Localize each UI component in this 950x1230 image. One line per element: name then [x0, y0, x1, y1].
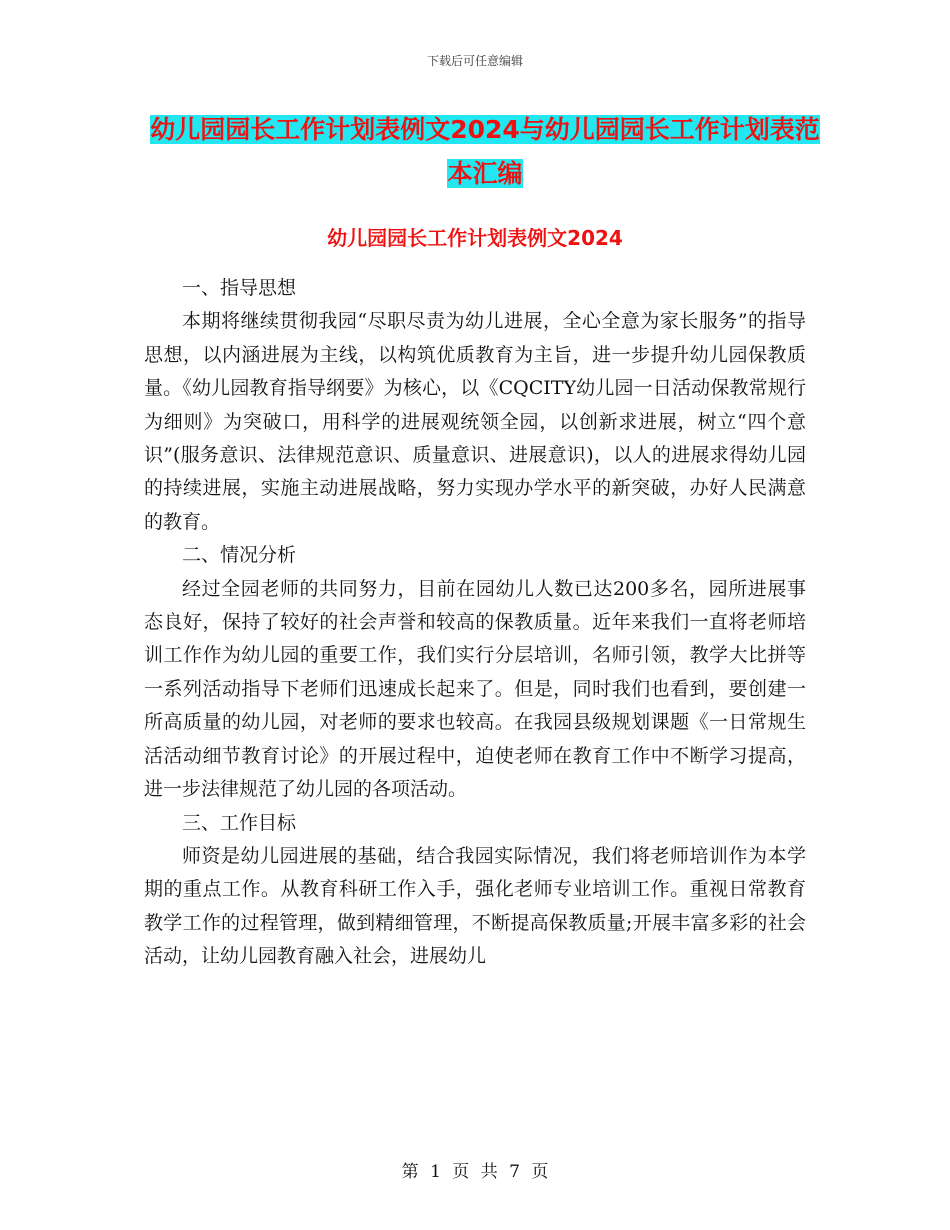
paragraph-work-goals: 师资是幼儿园进展的基础，结合我园实际情况，我们将老师培训作为本学期的重点工作。从教育科研工作入手，强化老师专业培训工作。重视日常教育教学工作的过程管理，做到精细管理，不断提高保教质量;开展丰富多彩的社会活动，让幼儿园教育融入社会，进展幼儿	[144, 844, 806, 968]
document-title-text: 幼儿园园长工作计划表例文2024与幼儿园园长工作计划表范本汇编	[150, 115, 820, 188]
section-heading-guiding-ideology: 一、指导思想	[182, 277, 297, 299]
section-title: 幼儿园园长工作计划表例文2024	[327, 226, 623, 250]
document-body	[144, 272, 806, 974]
paragraph-situation-analysis: 经过全园老师的共同努力，目前在园幼儿人数已达200多名，园所进展事态良好，保持了较好的社会声誉和较高的保教质量。近年来我们一直将老师培训工作作为幼儿园的重要工作，我们实行分层培训，名师引领，教学大比拼等一系列活动指导下老师们迅速成长起来了。但是，同时我们也看到，要创建一所高质量的幼儿园，对老师的要求也较高。在我园县级规划课题《一日常规生活活动细节教育讨论》的开展过程中，迫使老师在教育工作中不断学习提高，进一步法律规范了幼儿园的各项活动。	[144, 577, 806, 801]
section-heading-work-goals: 三、工作目标	[182, 811, 297, 834]
document-title	[140, 108, 830, 196]
page-footer: 第 1 页 共 7 页	[401, 1162, 549, 1182]
section-heading-situation-analysis: 二、情况分析	[182, 544, 297, 567]
header-note: 下载后可任意编辑	[426, 54, 523, 68]
paragraph-guiding-ideology: 本期将继续贯彻我园“尽职尽责为幼儿进展，全心全意为家长服务”的指导思想，以内涵进展为主线，以构筑优质教育为主旨，进一步提升幼儿园保教质量。《幼儿园教育指导纲要》为核心，以《CQCITY幼儿园一日活动保教常规行为细则》为突破口，用科学的进展观统领全园，以创新求进展，树立“四个意识”(服务意识、法律规范意识、质量意识、进展意识)，以人的进展求得幼儿园的持续进展，实施主动进展战略，努力实现办学水平的新突破，办好人民满意的教育。	[144, 310, 806, 533]
